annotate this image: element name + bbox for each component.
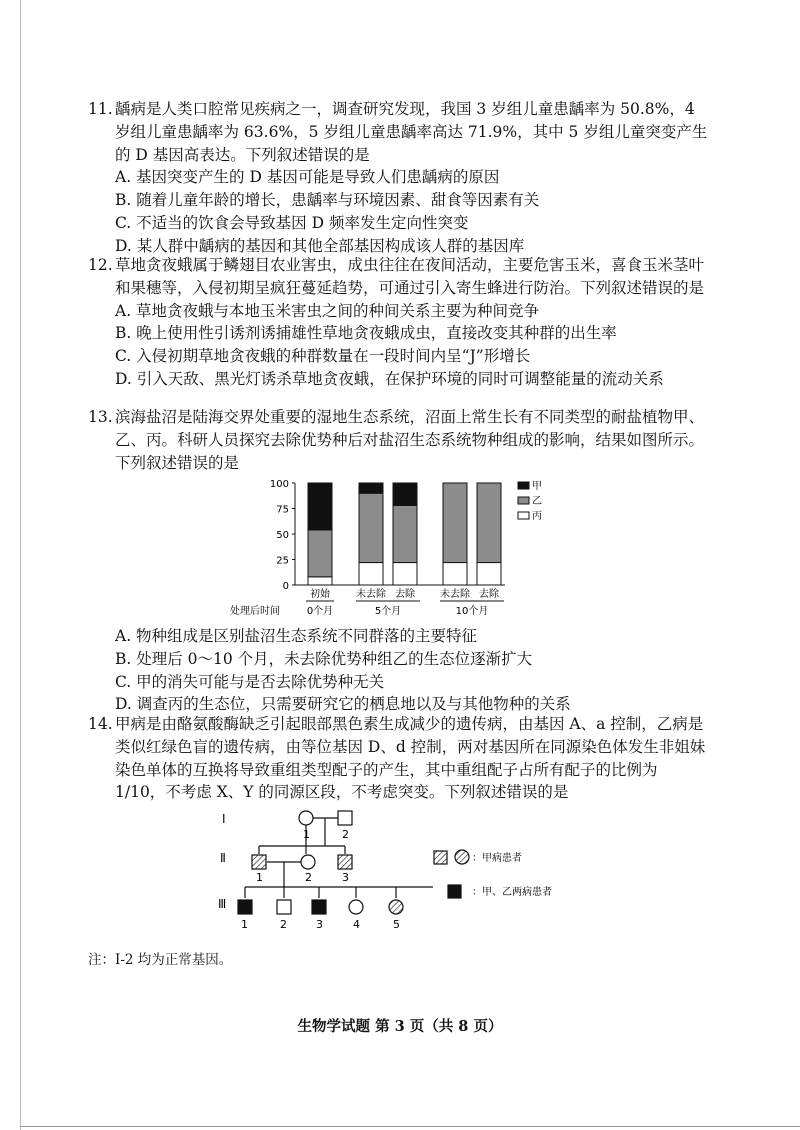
legend-label: 乙 bbox=[532, 496, 542, 507]
bar-segment-乙 bbox=[393, 505, 417, 562]
individual-number: 2 bbox=[342, 828, 349, 841]
question-stem: 滨海盐沼是陆海交界处重要的湿地生态系统，沼面上常生长有不同类型的耐盐植物甲、乙、丙。科研人员探究去除优势种后对盐沼生态系统物种组成的影响，结果如图所示。下列叙述错误的是 bbox=[115, 408, 705, 472]
scan-edge-bottom bbox=[20, 1126, 800, 1127]
group-label: 10个月 bbox=[455, 606, 489, 617]
female-normal bbox=[301, 855, 315, 869]
male-both-patient bbox=[312, 900, 326, 914]
y-tick-label: 50 bbox=[276, 530, 289, 541]
question-number: 12. bbox=[88, 256, 113, 274]
group-label: 5个月 bbox=[374, 606, 402, 617]
bar-segment-丙 bbox=[477, 563, 501, 585]
individual-number: 4 bbox=[353, 918, 360, 931]
question-14 bbox=[88, 713, 708, 804]
bar-segment-乙 bbox=[359, 493, 383, 562]
option-a: A. 基因突变产生的 D 基因可能是导致人们患龋病的原因 bbox=[115, 168, 500, 187]
y-tick-label: 25 bbox=[276, 555, 289, 567]
bar-segment-丙 bbox=[443, 563, 467, 585]
generation-label: Ⅱ bbox=[220, 851, 226, 865]
category-label: 未去除 bbox=[356, 589, 386, 600]
legend-jia-label: ：甲病患者 bbox=[472, 853, 522, 864]
question-stem: 甲病是由酪氨酸酶缺乏引起眼部黑色素生成减少的遗传病，由基因 A、a 控制，乙病是类似红绿色盲的遗传病，由等位基因 D、d 控制，两对基因所在同源染色体发生非姐妹染色单体的互换将导致重组类型配子的产生，其中重组配子占所有配子的比例为 1/10，不考虑 X、Y 的同源区段，不考虑突变。下列叙述错误的是 bbox=[115, 715, 706, 802]
category-label: 去除 bbox=[395, 589, 415, 600]
x-axis-label: 处理后时间 bbox=[230, 606, 280, 617]
male-normal bbox=[277, 900, 291, 914]
category-label: 去除 bbox=[479, 589, 499, 600]
female-normal bbox=[299, 811, 313, 825]
legend-swatch-丙 bbox=[518, 512, 529, 519]
individual-number: 2 bbox=[280, 918, 287, 931]
bar-segment-乙 bbox=[308, 530, 332, 577]
option-d: D. 某人群中龋病的基因和其他全部基因构成该人群的基因库 bbox=[115, 236, 525, 255]
question-number: 13. bbox=[88, 408, 113, 426]
question-13-options bbox=[115, 625, 715, 716]
individual-number: 3 bbox=[316, 918, 323, 931]
y-tick-label: 75 bbox=[276, 504, 289, 516]
legend-swatch-甲 bbox=[518, 482, 529, 489]
legend-male-jia-symbol bbox=[434, 851, 447, 864]
bar-segment-丙 bbox=[359, 563, 383, 585]
group-label: 0个月 bbox=[306, 606, 334, 617]
bar-segment-甲 bbox=[359, 483, 383, 493]
legend-label: 丙 bbox=[532, 511, 542, 522]
bar-segment-乙 bbox=[443, 483, 467, 563]
page-footer: 生物学试题 第 3 页（共 8 页） bbox=[297, 1018, 503, 1035]
stacked-bar-chart bbox=[230, 470, 570, 620]
y-tick-label: 100 bbox=[269, 479, 289, 490]
male-both-patient bbox=[238, 900, 252, 914]
option-c: C. 不适当的饮食会导致基因 D 频率发生定向性突变 bbox=[115, 213, 469, 232]
male-jia-patient bbox=[252, 855, 266, 869]
y-tick-label: 0 bbox=[282, 581, 289, 592]
individual-number: 5 bbox=[393, 918, 400, 931]
scan-edge bbox=[20, 0, 21, 1130]
bar-segment-甲 bbox=[393, 483, 417, 505]
bar-segment-甲 bbox=[308, 483, 332, 530]
question-number: 11. bbox=[88, 100, 113, 118]
pedigree-diagram bbox=[212, 810, 592, 935]
option-b: B. 处理后 0～10 个月，未去除优势种组乙的生态位逐渐扩大 bbox=[115, 649, 533, 668]
question-stem: 草地贪夜蛾属于鳞翅目农业害虫，成虫往往在夜间活动，主要危害玉米，喜食玉米茎叶和果穗等，入侵初期呈疯狂蔓延趋势，可通过引入寄生蜂进行防治。下列叙述错误的是 bbox=[115, 256, 705, 297]
individual-number: 1 bbox=[256, 871, 263, 884]
note: 注：Ⅰ-2 均为正常基因。 bbox=[88, 952, 233, 968]
option-d: D. 调查丙的生态位，只需要研究它的栖息地以及与其他物种的关系 bbox=[115, 695, 571, 714]
female-jia-patient bbox=[389, 900, 403, 914]
female-normal bbox=[349, 900, 363, 914]
option-b: B. 晚上使用性引诱剂诱捕雄性草地贪夜蛾成虫，直接改变其种群的出生率 bbox=[115, 324, 617, 343]
legend-both-label: ：甲、乙两病患者 bbox=[472, 887, 552, 898]
option-a: A. 草地贪夜蛾与本地玉米害虫之间的种间关系主要为种间竞争 bbox=[115, 301, 540, 320]
legend-both-symbol bbox=[448, 885, 461, 898]
male-jia-patient bbox=[338, 855, 352, 869]
individual-number: 2 bbox=[305, 871, 312, 884]
bar-segment-丙 bbox=[308, 577, 332, 585]
question-12 bbox=[88, 254, 708, 391]
generation-label: Ⅲ bbox=[218, 897, 227, 911]
question-13 bbox=[88, 406, 708, 474]
bar-segment-乙 bbox=[477, 483, 501, 563]
question-stem: 龋病是人类口腔常见疾病之一，调查研究发现，我国 3 岁组儿童患龋率为 50.8%，4 岁组儿童患龋率为 63.6%，5 岁组儿童患龋率高达 71.9%，其中 5 岁组儿童突变产生的 D 基因高表达。下列叙述错误的是 bbox=[115, 100, 708, 164]
individual-number: 1 bbox=[303, 828, 310, 841]
legend-female-jia-symbol bbox=[455, 850, 469, 864]
question-number: 14. bbox=[88, 715, 113, 733]
option-d: D. 引入天敌、黑光灯诱杀草地贪夜蛾，在保护环境的同时可调整能量的流动关系 bbox=[115, 369, 664, 388]
bar-segment-丙 bbox=[393, 563, 417, 585]
category-label: 未去除 bbox=[440, 589, 470, 600]
legend-swatch-乙 bbox=[518, 497, 529, 504]
option-c: C. 甲的消失可能与是否去除优势种无关 bbox=[115, 672, 385, 691]
option-c: C. 入侵初期草地贪夜蛾的种群数量在一段时间内呈“J”形增长 bbox=[115, 347, 531, 366]
question-11 bbox=[88, 98, 708, 258]
option-b: B. 随着儿童年龄的增长，患龋率与环境因素、甜食等因素有关 bbox=[115, 191, 540, 210]
legend-label: 甲 bbox=[532, 481, 542, 492]
category-label: 初始 bbox=[310, 589, 330, 600]
generation-label: Ⅰ bbox=[222, 812, 226, 826]
male-normal bbox=[338, 811, 352, 825]
individual-number: 3 bbox=[342, 871, 349, 884]
individual-number: 1 bbox=[241, 918, 248, 931]
option-a: A. 物种组成是区别盐沼生态系统不同群落的主要特征 bbox=[115, 627, 478, 645]
